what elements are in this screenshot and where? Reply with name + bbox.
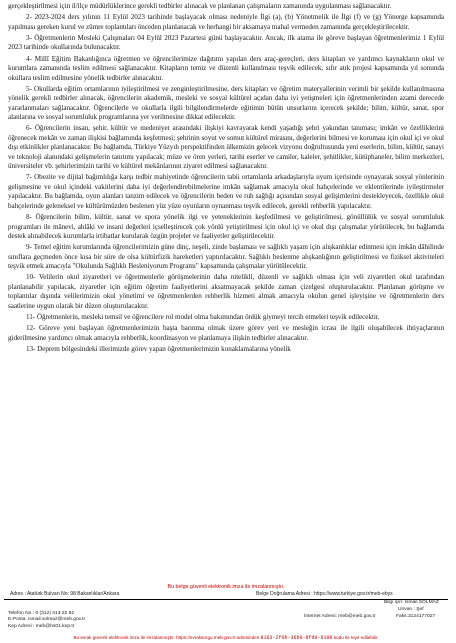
paragraph-12: 12- Göreve yeni başlayan öğretmenlerimizin başta barınma olmak üzere görev yeri ve mesleğin icrası ile ilgili oluşabilecek ihtiyaçlarının giderilmesine yardımcı olmak amacıyla rehberlik, koordinasyon ve planlamaya ilişkin tedbirler alınacaktır. (8, 324, 444, 342)
verification-text-pre: Bu evrak güvenli elektronik imza ile imzalanmıştır. https://evraksorgu.meb.gov.tr adresinden (73, 635, 260, 640)
verification-text-post: kodu ile teyit edilebilir. (333, 635, 379, 640)
paragraph-11: 11- Öğretmenlerin, mesleki temsil ve öğrencilere rol model olma bakımından önlük giymeyi tercih etmeleri teşvik edilecektir. (26, 313, 380, 322)
title-label: Unvan : Şef (398, 607, 424, 612)
address-text: Adres : Atatürk Bulvarı No: 98 Bakanlıklar/Ankara (10, 591, 120, 597)
paragraph-4: 4- Millî Eğitim Bakanlığınca öğretmen ve öğrencilerimize dağıtımı yapılan ders araç-gereçleri, ders kitapları ve yardımcı kaynakların okul ve kurumlara zamanında teslim edilmesi sağlanacaktır. Kitapların temiz ve düzenli kullanılması teşvik edilecek, sıfır atık projesi kapsamında yıl sonunda okullara teslim edilmesine yönelik tedbirler alınacaktır. (8, 54, 444, 82)
paragraph-7: 7- Obezite ve dijital bağımlılığa karşı tedbir mahiyetinde öğrencilerin tabii ortamlarda arkadaşlarıyla uyum içerisinde oynayarak sosyal yönlerinin gelişmesine ve okul içindeki vakitlerini daha iyi değerlendirebilmelerine imkân sağlamak amacıyla okul bahçelerinde ve eklentilerinde iyileştirmeler yapılacaktır. Bu bağlamda, oyun alanları tanzim edilecek ve öğrencilerin beden ve ruh sağlığı açısından sosyal gelişimlerini destekleyecek, özellikle okul bahçelerinde geleneksel ve kültürümüzden beslenen yüz yüze oyunların oynanması teşvik edilecek, gerekli rehberlik yapılacaktır. (8, 173, 444, 210)
verification-code: 8163-2f0b-36b0-8fd0-6198 (260, 635, 333, 641)
signature-warning: Bu belge güvenli elektronik imza ile imzalanmıştır. (167, 584, 285, 590)
internet-address[interactable]: İnternet Adresi: meb@meb.gov.tr (304, 614, 376, 619)
fax-number: Faks:3124177027 (396, 614, 436, 619)
paragraph-13: 13- Deprem bölgesindeki illerimizde görev yapan öğretmenlerimizin konaklamalarına yönelik (26, 344, 291, 353)
phone-number: Telefon No : 0 (312) 413 22 92 (8, 611, 75, 616)
paragraph-5: 5- Okullarda eğitim ortamlarının iyileştirilmesi ve zenginleştirilmesine, ders kitapları ve öğretim materyallerinin verimli bir şekilde kullanılmasına yönelik gerekli tedbirler alınacak, öğrencilerin akademik, mesleki ve sosyal kültürel açıdan daha iyi yetişmeleri için öğretmenlerinden azami derecede yararlanmaları sağlanacaktır. Öğrencilerle ve okullarla ilgili bilgilendirmelerde eğitimin bütün unsurlarını içerecek şekilde; bilim, kültür, sanat, spor alanlarına ve sosyal sorumluluk programlarına yer verilmesine dikkat edilecektir. (8, 84, 444, 122)
address-row (4, 591, 448, 598)
web-info (304, 614, 375, 620)
contact-info-right (384, 600, 439, 606)
verify-address[interactable]: Belge Doğrulama Adresi : https://www.turkiye.gov.tr/meb-ebys (256, 591, 393, 597)
info-label: Bilgi için: İsmail SOLMAZ (384, 600, 439, 605)
title-info (398, 607, 424, 613)
paragraph-intro: gerçekleştirilmesi için il/ilçe müdürlüklerince gerekli tedbirler alınacak ve planlanan çalışmaların zamanında uygulanması sağlanacaktır. (8, 2, 392, 10)
footer-divider (4, 599, 448, 600)
document-body (8, 2, 444, 356)
paragraph-9: 9- Temel eğitim kurumlarında öğrencilerimizin güne dinç, neşeli, zinde başlaması ve sağlıklı yaşam için alışkanlıklar edinmesi için imkân dâhilinde sınıflara geçmeden önce kısa bir süre de olsa kültürfizik hareketleri yaptırılacaktır. Sağlıklı beslenme alışkanlığının geliştirilmesi ve fiziksel aktiviteleri teşvik etmek amacıyla "Okulunda Sağlıklı Besleniyorum Programı" kapsamında çalışmalar yürütülecektir. (8, 243, 444, 271)
paragraph-2: 2- 2023-2024 ders yılının 11 Eylül 2023 tarihinde başlayacak olması nedeniyle İlgi (a), (b) Yönetmelik ile İlgi (f) ve (g) Yönerge kapsamında yapılması gereken kurul ve zümre toplantıları önceden planlanacak ve herhangi bir aksamaya mahal vermeden zamanında gerçekleştirilecektir. (8, 13, 444, 31)
paragraph-8: 8- Öğrencilerin bilim, kültür, sanat ve spora yönelik ilgi ve yeteneklerinin keşfedilmesi ve geliştirilmesi, gönüllülük ve sosyal sorumluluk programları ile mânevi, ahlâki ve insani değerleri içselleştirecek çok yönlü yetiştirilmesi için okul içi ve okul dışı çalışmalar yürütülecek, bu bağlamda destek alınabilecek kurumlarla irtibatlar kurularak özgün projeler ve faaliyetler geliştirilecektir. (8, 213, 444, 240)
email-address[interactable]: E-Posta: ismail.solmaz@meb.gov.tr (8, 617, 86, 623)
paragraph-6: 6- Öğrencilerin insan, şehir, kültür ve medeniyet arasındaki ilişkiyi kavrayarak kendi yaşadığı şehri yakından tanıması; imkân ve özelliklerini öğrenecek mekân ve zaman ilişkisi bağlamında keşfetmesi; şehrinin soyut ve somut kültürel mirasını, değerlerini bilmesi ve koruması için okul içi ve okul dışı etkinlikler planlanacaktır. Bu bağlamda, Türkiye Yüzyılı perspektifinden ülkemizin gelecek vizyonu doğrultusunda yeni eserlerin, bilim, kültür, sanayi ve teknoloji alanındaki gelişmelerin tanıtımı yapılacak; müze ve ören yerleri, tarihi eserler ve camiler, kaleler, şehitlikler, kütüphaneler, bilim merkezleri, üniversiteler vb. şehirlerimizin tarihi ve kültürel mekânlarının ziyaret edilmesi sağlanacaktır. (8, 124, 444, 171)
contact-info-left (8, 611, 85, 630)
kep-address[interactable]: Kep Adresi : meb@hs01.kep.tr (8, 623, 75, 629)
fax-info (396, 614, 435, 620)
paragraph-3: 3- Öğretmenlerin Mesleki Çalışmaları 04 Eylül 2023 Pazartesi günü başlayacaktır. Ancak, ilk atama ile göreve başlayan öğretmenlerimiz 1 Eylül 2023 tarihinde okullarında bulunacaktır. (8, 33, 444, 52)
verification-warning (4, 635, 448, 642)
paragraph-10: 10- Velilerin okul ziyaretleri ve öğretmenlerle görüşmelerinin daha nitelikli, düzenli ve sağlıklı olması için veli ziyaretleri okul tarafından planlanabilir yapılacak, ziyaretler için eğitim öğretim faaliyetlerini aksatmayacak şekilde zaman çizelgesi oluşturulacaktır. Planlanan görüşme ve toplantılar dışında velilerimizin okul yönetimi ve öğretmenlerden rehberlik hizmeti almak amacıyla okulun genel işleyişine ve öğretmenlerin ders saatlerine uygun olarak bir düzen oluşturulacaktır. (8, 273, 444, 310)
